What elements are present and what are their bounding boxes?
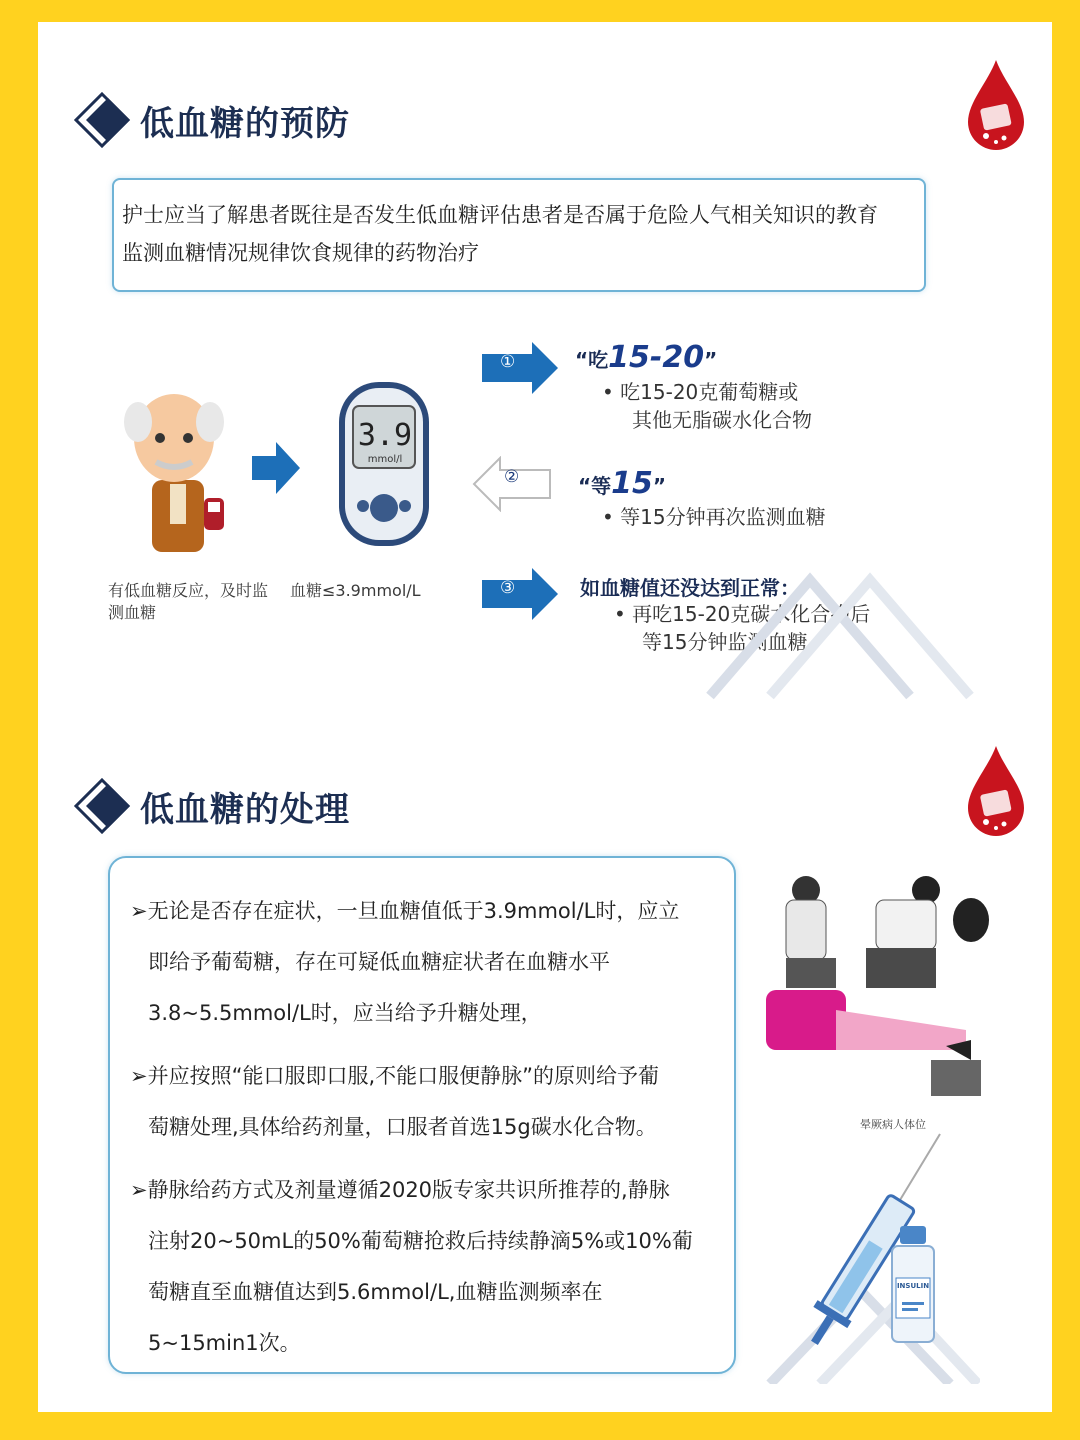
- step-2-marker: ②: [504, 467, 520, 487]
- treatment-box: [108, 856, 736, 1374]
- step-2-line-1: • 等15分钟再次监测血糖: [602, 505, 826, 529]
- step-1-head-suffix: ”: [704, 348, 718, 372]
- bullet-1-line-1: ➢无论是否存在症状，一旦血糖值低于3.9mmol/L时，应立: [130, 899, 680, 923]
- elderly-patient-illustration: [112, 380, 242, 560]
- step-1-line-1: • 吃15-20克葡萄糖或: [602, 380, 799, 404]
- step-1-head: [575, 340, 717, 375]
- bullet-3-line-3: 萄糖直至血糖值达到5.6mmol/L,血糖监测频率在: [148, 1280, 603, 1304]
- step-1-arrow-icon: [480, 340, 560, 396]
- blood-drop-icon: [964, 58, 1028, 154]
- meter-unit: mmol/l: [367, 454, 403, 465]
- step-2-head: [578, 466, 666, 501]
- first-aid-illustration: [756, 870, 1006, 1130]
- intro-line-2: 监测血糖情况规律饮食规律的药物治疗: [122, 241, 479, 265]
- arrow-right-icon: [252, 440, 302, 496]
- step-1-head-num: 15-20: [608, 340, 705, 375]
- section-title-treatment: [74, 778, 350, 834]
- meter-reading: 3.9: [357, 418, 413, 453]
- step-2-head-num: 15: [611, 466, 653, 501]
- bullet-2-line-1: ➢并应按照“能口服即口服,不能口服便静脉”的原则给予葡: [130, 1064, 660, 1088]
- bullet-3-line-1: ➢静脉给药方式及剂量遵循2020版专家共识所推荐的,静脉: [130, 1178, 670, 1202]
- section-title-text: 低血糖的处理: [140, 789, 350, 830]
- bullet-3-line-4: 5~15min1次。: [148, 1331, 301, 1355]
- decorative-chevrons: [700, 560, 980, 700]
- diamond-icon: [74, 778, 136, 834]
- section-title-prevention: [74, 92, 350, 148]
- step-3-marker: ③: [500, 578, 516, 598]
- caption-patient-line-1: 有低血糖反应，及时监: [108, 581, 269, 600]
- insulin-vial: [890, 1226, 936, 1344]
- figure-caption: 晕厥病人体位: [860, 1118, 926, 1131]
- glucose-meter: [335, 378, 433, 550]
- caption-patient-line-2: 测血糖: [108, 603, 157, 622]
- step-3-arrow-icon: [480, 566, 560, 622]
- section-title-text: 低血糖的预防: [140, 103, 350, 144]
- bullet-2-line-2: 萄糖处理,具体给药剂量，口服者首选15g碳水化合物。: [148, 1115, 657, 1139]
- blood-drop-icon: [964, 744, 1028, 840]
- vial-label: INSULIN: [896, 1282, 930, 1290]
- step-2-head-prefix: “等: [578, 474, 612, 498]
- step-3-head: 如血糖值还没达到正常：: [580, 576, 800, 600]
- prevention-intro-box: [112, 178, 926, 292]
- step-3-line-1: • 再吃15-20克碳水化合物后: [614, 602, 871, 626]
- bullet-3-line-2: 注射20~50mL的50%葡萄糖抢救后持续静滴5%或10%葡: [148, 1229, 693, 1253]
- step-2-head-suffix: ”: [652, 474, 667, 498]
- step-1-marker: ①: [500, 352, 516, 372]
- step-3-line-2: 等15分钟监测血糖: [642, 630, 808, 654]
- bullet-1-line-3: 3.8~5.5mmol/L时，应当给予升糖处理，: [148, 1001, 542, 1025]
- step-1-line-2: 其他无脂碳水化合物: [632, 408, 812, 432]
- step-1-head-prefix: “吃: [575, 348, 609, 372]
- bullet-1-line-2: 即给予葡萄糖，存在可疑低血糖症状者在血糖水平: [148, 950, 610, 974]
- caption-meter: 血糖≤3.9mmol/L: [290, 581, 421, 600]
- intro-line-1: 护士应当了解患者既往是否发生低血糖评估患者是否属于危险人气相关知识的教育: [122, 203, 878, 227]
- diamond-icon: [74, 92, 136, 148]
